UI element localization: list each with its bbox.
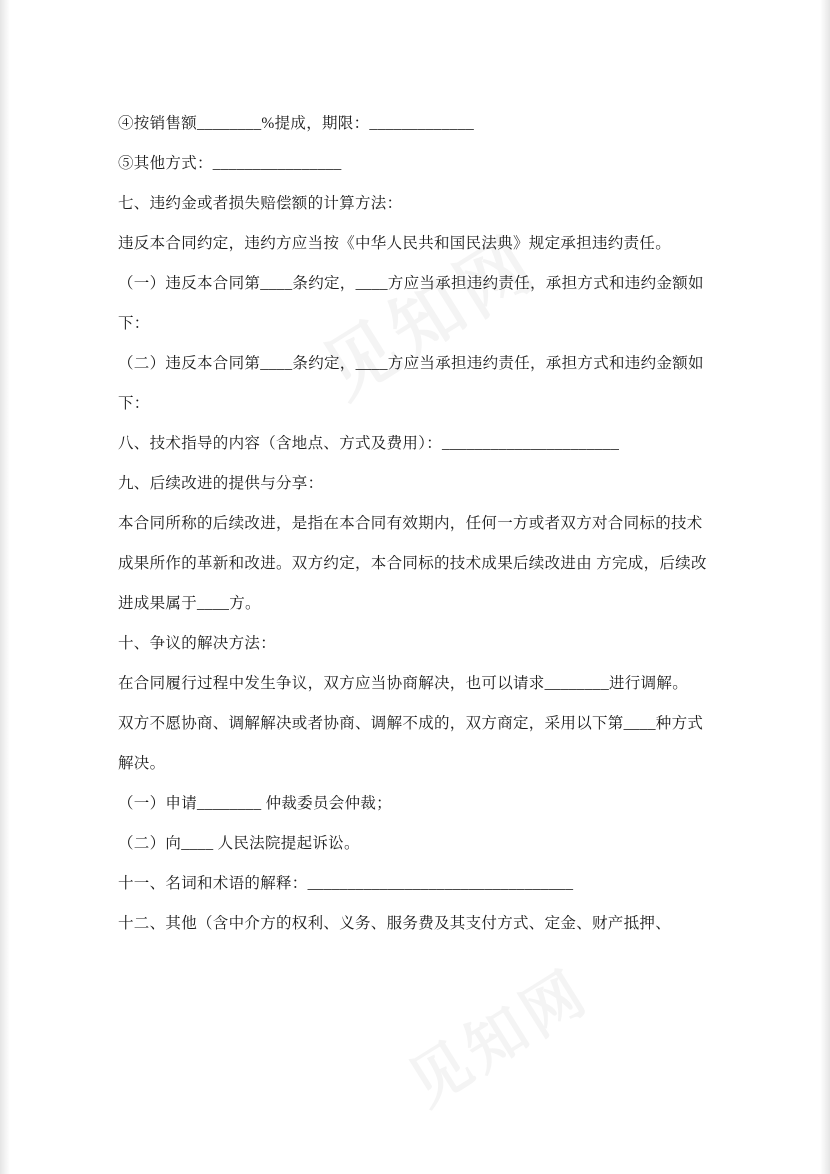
paragraph-commission-percent: ④按销售额________%提成，期限：_____________ [118,115,475,132]
heading-section-twelve: 十二、其他（含中介方的权利、义务、服务费及其支付方式、定金、财产抵押、 [118,915,672,932]
heading-section-ten: 十、争议的解决方法： [118,635,277,652]
page-edge-shadow-right [820,0,830,1174]
heading-section-nine: 九、后续改进的提供与分享： [118,475,324,492]
paragraph-subsequent-improvement: 本合同所称的后续改进，是指在本合同有效期内，任何一方或者双方对合同标的技术成果所作的革新和改进。双方约定，本合同标的技术成果后续改进由 方完成，后续改进成果属于____方。 [118,515,707,612]
paragraph-dispute-options-intro: 双方不愿协商、调解解决或者协商、调解不成的，双方商定，采用以下第____种方式解决。 [118,715,704,772]
paragraph-breach-liability: 违反本合同约定，违约方应当按《中华人民共和国民法典》规定承担违约责任。 [118,235,672,252]
watermark-text-secondary [390,945,603,1123]
document-body [118,104,714,944]
heading-section-eight: 八、技术指导的内容（含地点、方式及费用）：______________________ [118,435,620,452]
page-edge-shadow-left [0,0,10,1174]
paragraph-dispute-negotiation: 在合同履行过程中发生争议，双方应当协商解决，也可以请求________进行调解。 [118,675,689,692]
paragraph-dispute-option-court: （二）向____ 人民法院提起诉讼。 [118,835,360,852]
paragraph-breach-item-two: （二）违反本合同第____条约定，____方应当承担违约责任，承担方式和违约金额如下： [118,355,704,412]
paragraph-other-method: ⑤其他方式：________________ [118,155,342,172]
paragraph-dispute-option-arbitration: （一）申请________ 仲裁委员会仲裁； [118,795,392,812]
heading-section-seven: 七、违约金或者损失赔偿额的计算方法： [118,195,403,212]
paragraph-breach-item-one: （一）违反本合同第____条约定，____方应当承担违约责任，承担方式和违约金额如下： [118,275,704,332]
heading-section-eleven: 十一、名词和术语的解释：_________________________________ [118,875,574,892]
